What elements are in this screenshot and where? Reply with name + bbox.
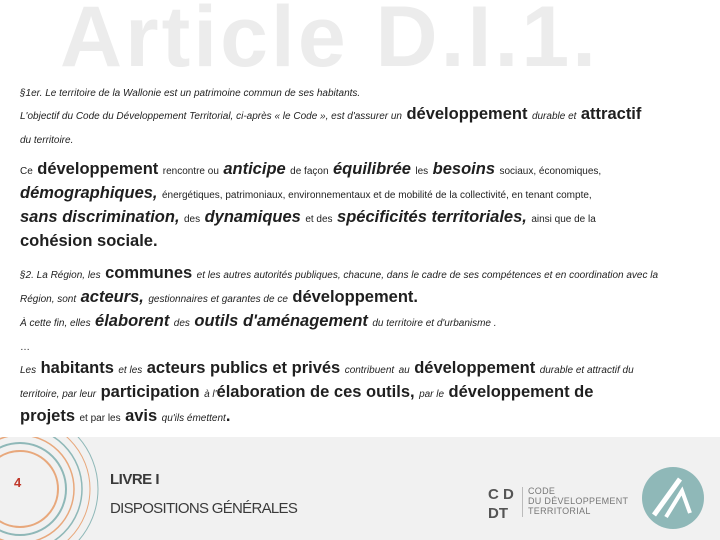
slide-footer [0, 437, 720, 540]
text-fragment: développement de [448, 382, 594, 401]
text-fragment: par le [419, 388, 445, 400]
text-fragment: participation [100, 382, 200, 401]
text-fragment: acteurs, [80, 287, 144, 306]
text-fragment: durable et [531, 111, 577, 123]
text-fragment: ainsi que de la [531, 214, 596, 226]
paragraph-2 [20, 158, 700, 254]
text-fragment: Les [20, 364, 37, 376]
text-fragment: outils d'aménagement [194, 311, 368, 330]
text-fragment: À cette fin, elles [20, 317, 91, 329]
livre-title: LIVRE I [110, 471, 160, 488]
text-fragment: besoins [432, 160, 495, 179]
text-fragment: et les autres autorités publiques, chacune, dans le cadre de ses compétences et en coordination avec la [196, 269, 659, 281]
dispositions-title: DISPOSITIONS GÉNÉRALES [110, 500, 298, 517]
ellipsis: … [20, 341, 30, 353]
text-fragment: des [173, 317, 190, 329]
text-fragment: de façon [290, 166, 329, 178]
text-fragment: des [184, 214, 201, 226]
paragraph-1 [20, 80, 700, 150]
text-fragment: du territoire et d'urbanisme . [372, 317, 497, 329]
logo-line: CODE [528, 486, 556, 496]
text-fragment: à l' [204, 388, 217, 400]
text-fragment: élaboration de ces outils, [216, 382, 415, 401]
text-fragment: développement. [292, 287, 418, 306]
text-fragment: énergétiques, patrimoniaux, environnementaux et de mobilité de la collectivité, en tenant compte, [161, 190, 592, 202]
page-number: 4 [14, 475, 22, 490]
text-fragment: §2. La Région, les [20, 269, 101, 281]
text-fragment: sans discrimination, [20, 208, 180, 227]
text-fragment: territoire, par leur [20, 388, 97, 400]
logo-mark-icon [640, 465, 706, 531]
text-fragment: développement [37, 160, 159, 179]
text-fragment: durable et attractif du [539, 364, 634, 376]
text-fragment: Ce [20, 166, 33, 178]
text-fragment: attractif [580, 105, 642, 124]
text-fragment: Région, sont [20, 293, 77, 305]
text-fragment: les [415, 166, 429, 178]
text-fragment: et par les [79, 412, 121, 424]
text-fragment: développement [406, 105, 528, 124]
text-fragment: qu'ils émettent [161, 412, 226, 424]
text-fragment: équilibrée [332, 160, 411, 179]
text-fragment: contribuent [344, 364, 395, 376]
text-fragment: démographiques, [20, 184, 158, 203]
text-fragment: projets [20, 406, 76, 425]
logo-cd: C D [488, 486, 514, 503]
article-watermark: Article D.I.1. [60, 0, 600, 85]
logo-line: TERRITORIAL [528, 505, 591, 516]
text-fragment: développement [414, 358, 536, 377]
text-fragment: spécificités territoriales, [337, 208, 527, 227]
text-fragment: et des [305, 214, 333, 226]
paragraph-4 [20, 357, 700, 429]
text-fragment: communes [105, 263, 193, 282]
article-body [20, 80, 700, 429]
logo-line: DU DÉVELOPPEMENT [528, 495, 629, 506]
text-fragment: cohésion sociale. [20, 232, 158, 251]
text-fragment: habitants [40, 358, 114, 377]
text-fragment: . [225, 406, 231, 425]
text-fragment: au [398, 364, 410, 376]
logo-dt: DT [488, 505, 508, 522]
text-fragment: L'objectif du Code du Développement Territorial, ci-après « le Code », est d'assurer un [20, 111, 402, 123]
logo-caption [522, 487, 628, 517]
text-fragment: élaborent [95, 311, 170, 330]
paragraph-3 [20, 262, 700, 357]
text-fragment: du territoire. [20, 135, 74, 147]
text-fragment: dynamiques [204, 208, 301, 227]
text-fragment: sociaux, économiques, [499, 166, 602, 178]
text-fragment: avis [125, 406, 158, 425]
text-fragment: rencontre ou [162, 166, 219, 178]
text-fragment: anticipe [223, 160, 286, 179]
text-fragment: acteurs publics et privés [146, 358, 341, 377]
text-fragment: gestionnaires et garantes de ce [148, 293, 288, 305]
text-fragment: §1er. Le territoire de la Wallonie est un patrimoine commun de ses habitants. [20, 88, 361, 99]
text-fragment: et les [118, 364, 143, 376]
